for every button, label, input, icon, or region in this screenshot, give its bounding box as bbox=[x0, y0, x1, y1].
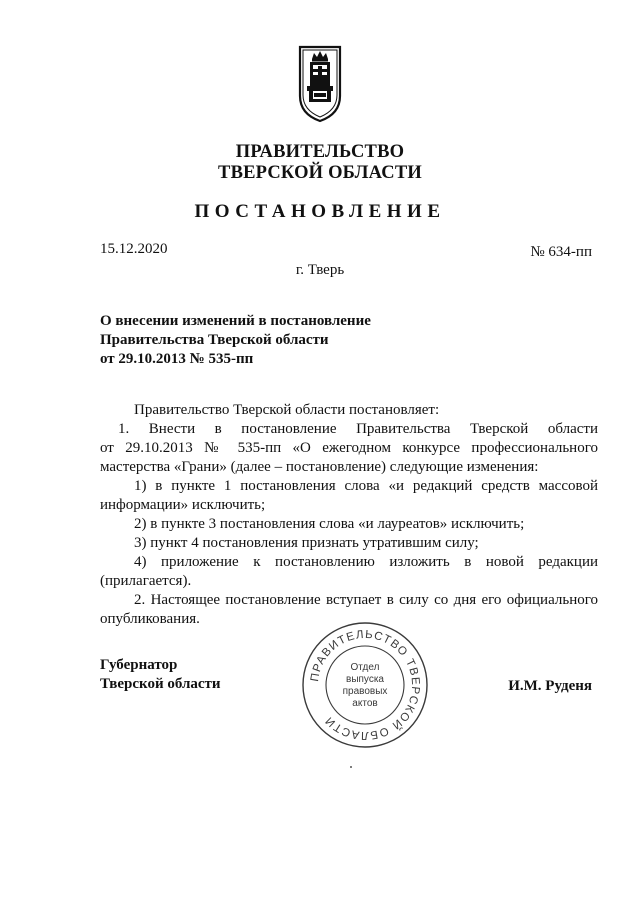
body-item-1-4-line-1: 4) приложение к постановлению изложить в новой редакции bbox=[134, 554, 598, 570]
body-item-1-line-1: 1. Внести в постановление Правительства Тверской области bbox=[118, 421, 598, 437]
body-item-1-1-line-2: информации» исключить; bbox=[100, 497, 266, 513]
signer-name: И.М. Руденя bbox=[508, 678, 592, 694]
stamp-inner-line-4: актов bbox=[352, 698, 378, 709]
document-type: ПОСТАНОВЛЕНИЕ bbox=[194, 201, 446, 222]
signer-title-line-2: Тверской области bbox=[100, 676, 221, 692]
stamp-inner-line-3: правовых bbox=[342, 686, 388, 697]
body-item-1-line-2: от 29.10.2013 № 535-пп «О ежегодном конкурсе профессионального bbox=[100, 440, 598, 456]
subject-line-2: Правительства Тверской области bbox=[100, 332, 329, 348]
body-item-1 bbox=[100, 420, 598, 477]
official-stamp bbox=[300, 620, 430, 750]
body-item-2-line-1: 2. Настоящее постановление вступает в силу со дня его официального bbox=[134, 592, 598, 608]
document-date: 15.12.2020 bbox=[100, 241, 168, 257]
stamp-ring-text: ПРАВИТЕЛЬСТВО ТВЕРСКОЙ ОБЛАСТИ bbox=[308, 628, 422, 742]
stamp-inner-line-2: выпуска bbox=[346, 674, 384, 685]
document-number: № 634-пп bbox=[530, 244, 592, 260]
signer-title-line-1: Губернатор bbox=[100, 657, 178, 673]
organization-name-line2: ТВЕРСКОЙ ОБЛАСТИ bbox=[218, 163, 422, 183]
organization-name-line1: ПРАВИТЕЛЬСТВО bbox=[235, 142, 405, 162]
body-item-1-1 bbox=[100, 477, 598, 515]
body-item-1-3-text: 3) пункт 4 постановления признать утратившим силу; bbox=[134, 535, 479, 551]
scan-speck bbox=[350, 766, 352, 768]
body-intro-text: Правительство Тверской области постановляет: bbox=[134, 402, 440, 418]
body-item-1-line-3: мастерства «Грани» (далее – постановление) следующие изменения: bbox=[100, 459, 539, 475]
subject-line-1: О внесении изменений в постановление bbox=[100, 313, 371, 329]
body-item-1-1-line-1: 1) в пункте 1 постановления слова «и редакций средств массовой bbox=[134, 478, 598, 494]
body-intro bbox=[100, 401, 598, 420]
body-item-1-4 bbox=[100, 553, 598, 591]
body-item-1-2 bbox=[100, 515, 598, 534]
document-city: г. Тверь bbox=[295, 262, 345, 278]
body-item-2-line-2: опубликования. bbox=[100, 611, 200, 627]
subject-line-3: от 29.10.2013 № 535-пп bbox=[100, 351, 254, 367]
body-item-1-4-line-2: (прилагается). bbox=[100, 573, 192, 589]
body-item-1-3 bbox=[100, 534, 598, 553]
stamp-inner-line-1: Отдел bbox=[350, 662, 380, 673]
coat-of-arms-icon bbox=[297, 44, 343, 124]
body-item-1-2-text: 2) в пункте 3 постановления слова «и лауреатов» исключить; bbox=[134, 516, 525, 532]
